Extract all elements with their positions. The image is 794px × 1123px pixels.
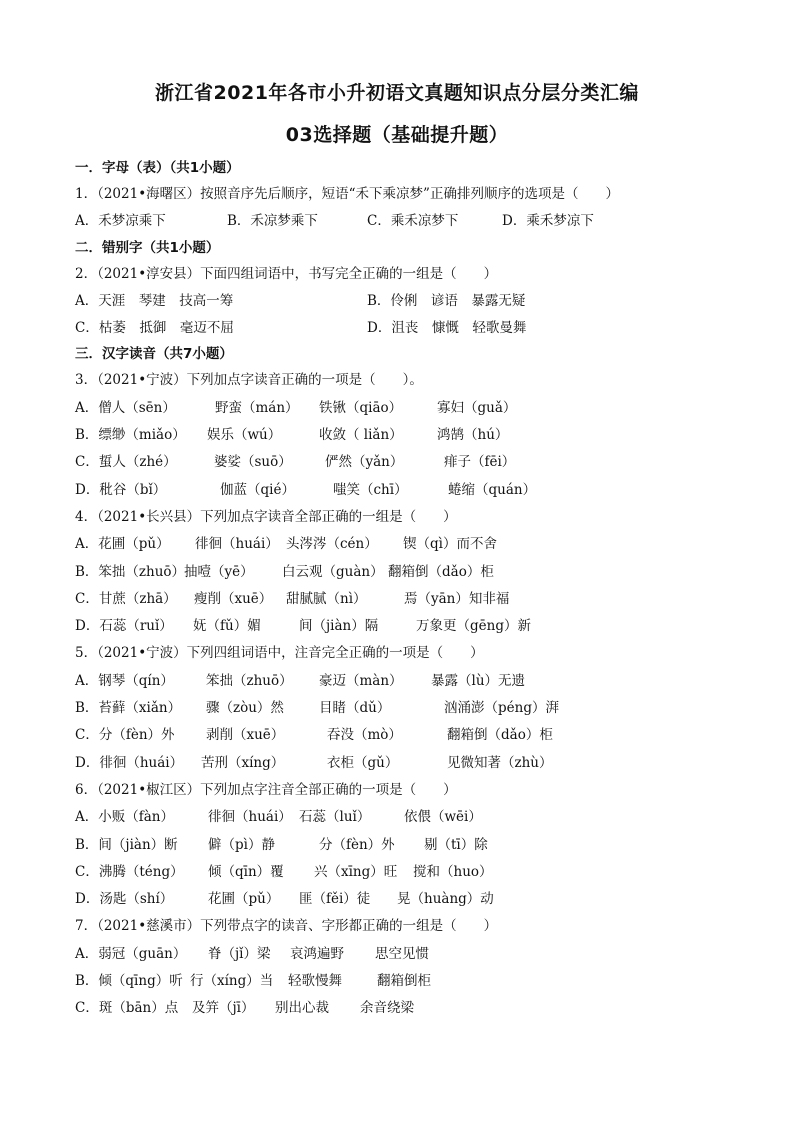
- option-part: 头涔涔（cén）: [286, 536, 378, 553]
- question-options: [75, 288, 725, 315]
- question-option-row: [75, 995, 725, 1022]
- option-part: B．笨拙（zhuō）: [75, 563, 186, 580]
- option-part: 轻歌慢舞: [288, 973, 342, 990]
- question-option-row: [75, 722, 725, 749]
- question-stem: 1．（2021•海曙区）按照音序先后顺序，短语“禾下乘凉梦”正确排列顺序的选项是（ ）: [75, 186, 619, 202]
- option-part: 别出心裁: [275, 1000, 329, 1017]
- option-part: 妩（fǔ）媚: [193, 618, 261, 635]
- option-a: A．天涯 琴建 技高一筹: [75, 292, 234, 309]
- question-option-row: [75, 859, 725, 886]
- option-part: 目睹（dǔ）: [319, 700, 391, 717]
- question-option-row: [75, 668, 725, 695]
- question-option-row: [75, 449, 725, 476]
- document-title: 浙江省2021年各市小升初语文真题知识点分层分类汇编: [155, 82, 639, 104]
- question-stem: 2．（2021•淳安县）下面四组词语中，书写完全正确的一组是（ ）: [75, 265, 498, 282]
- option-part: 收敛（ liǎn）: [319, 427, 403, 444]
- option-part: 抽噎（yē）: [184, 563, 254, 580]
- question-option-row: [75, 613, 725, 640]
- question-options: [75, 315, 725, 342]
- question-options: [75, 208, 725, 235]
- option-b: B．伶俐 谚语 暴露无疑: [367, 292, 526, 309]
- option-part: 婆娑（suō）: [214, 454, 292, 471]
- option-part: 骤（zòu）然: [206, 700, 284, 717]
- option-d: D．沮丧 慷慨 轻歌曼舞: [367, 320, 527, 337]
- question-option-row: [75, 695, 725, 722]
- option-part: 余音绕梁: [360, 1000, 414, 1017]
- option-part: 汹涌澎（péng）湃: [444, 700, 559, 717]
- question-option-row: [75, 559, 725, 586]
- option-part: D．汤匙（shí）: [75, 891, 174, 908]
- question-option-row: [75, 886, 725, 913]
- option-part: 衣柜（gǔ）: [327, 754, 399, 771]
- option-part: A．僧人（sēn）: [75, 399, 176, 416]
- option-part: C．分（fèn）外: [75, 727, 175, 744]
- question-option-row: [75, 750, 725, 777]
- option-part: 笨拙（zhuō）: [206, 672, 293, 689]
- option-part: 甜腻腻（nì）: [286, 590, 367, 607]
- question-stem: 3．（2021•宁波）下列加点字读音正确的一项是（ ）。: [75, 372, 423, 389]
- option-part: C．甘蔗（zhā）: [75, 590, 177, 607]
- option-part: 暴露（lù）无遗: [431, 672, 526, 689]
- section-heading: 三．汉字读音（共7小题）: [75, 346, 233, 363]
- option-part: 瘦削（xuē）: [194, 590, 273, 607]
- option-part: A．小贩（fàn）: [75, 809, 174, 826]
- question-option-row: [75, 531, 725, 558]
- option-part: D．徘徊（huái）: [75, 754, 184, 771]
- option-part: 鸿鹄（hú）: [437, 427, 509, 444]
- question-stem: 5．（2021•宁波）下列四组词语中，注音完全正确的一项是（ ）: [75, 645, 484, 662]
- option-part: 豪迈（màn）: [319, 672, 403, 689]
- option-part: B．苔藓（xiǎn）: [75, 700, 182, 717]
- option-part: 兴（xīng）旺: [314, 863, 398, 880]
- option-part: 铁锹（qiāo）: [319, 399, 403, 416]
- option-part: 搅和（huo）: [413, 863, 493, 880]
- option-part: 哀鸿遍野: [290, 945, 344, 962]
- option-part: 白云观（guàn）: [282, 563, 384, 580]
- option-part: 思空见惯: [375, 945, 429, 962]
- option-part: B．间（jiàn）断: [75, 836, 178, 853]
- question-option-row: [75, 804, 725, 831]
- option-part: 翻箱倒（dǎo）柜: [388, 563, 494, 580]
- option-part: C．蜇人（zhé）: [75, 454, 177, 471]
- option-part: 及笄（jī）: [192, 1000, 255, 1017]
- option-part: 石蕊（luǐ）: [299, 809, 371, 826]
- option-part: 分（fèn）外: [319, 836, 395, 853]
- option-part: A．弱冠（guān）: [75, 945, 187, 962]
- option-part: 晃（huàng）动: [397, 891, 494, 908]
- question-stem: 6．（2021•椒江区）下列加点字注音全部正确的一项是（ ）: [75, 781, 457, 798]
- question-option-row: [75, 395, 725, 422]
- option-part: 苦刑（xíng）: [201, 754, 285, 771]
- document-subtitle: 03选择题（基础提升题）: [285, 124, 509, 146]
- option-part: 野蛮（mán）: [215, 399, 299, 416]
- option-b: B．禾凉梦乘下: [227, 213, 318, 230]
- question-stem: 7．（2021•慈溪市）下列带点字的读音、字形都正确的一组是（ ）: [75, 918, 498, 935]
- option-part: 行（xíng）当: [190, 973, 274, 990]
- option-part: 僻（pì）静: [208, 836, 275, 853]
- option-part: D．石蕊（ruǐ）: [75, 618, 173, 635]
- option-part: 吞没（mò）: [327, 727, 402, 744]
- option-part: 寡妇（guǎ）: [437, 399, 517, 416]
- option-part: 依偎（wēi）: [404, 809, 482, 826]
- option-part: 蜷缩（quán）: [448, 481, 537, 498]
- option-part: C．斑（bān）点: [75, 1000, 179, 1017]
- question-option-row: [75, 968, 725, 995]
- option-part: A．花圃（pǔ）: [75, 536, 170, 553]
- option-part: D．秕谷（bǐ）: [75, 481, 167, 498]
- option-part: 伽蓝（qié）: [220, 481, 295, 498]
- question-stem: 4．（2021•长兴县）下列加点字读音全部正确的一组是（ ）: [75, 508, 457, 525]
- option-part: 娱乐（wú）: [207, 427, 282, 444]
- question-option-row: [75, 941, 725, 968]
- option-part: B．缥缈（miǎo）: [75, 427, 186, 444]
- option-part: A．钢琴（qín）: [75, 672, 174, 689]
- option-part: B．倾（qīng）听: [75, 973, 183, 990]
- option-part: 徘徊（huái）: [195, 536, 279, 553]
- option-part: 万象更（gēng）新: [416, 618, 531, 635]
- option-part: 剔（tī）除: [424, 836, 488, 853]
- option-part: C．沸腾（téng）: [75, 863, 184, 880]
- option-part: 脊（jǐ）梁: [208, 945, 271, 962]
- option-part: 锲（qì）而不舍: [403, 536, 497, 553]
- option-a: A．禾梦凉乘下: [75, 213, 166, 230]
- option-c: C．枯萎 抵御 毫迈不屈: [75, 320, 234, 337]
- option-c: C．乘禾凉梦下: [367, 213, 459, 230]
- question-option-row: [75, 422, 725, 449]
- option-part: 徘徊（huái）: [208, 809, 292, 826]
- option-part: 俨然（yǎn）: [325, 454, 404, 471]
- option-part: 花圃（pǔ）: [208, 891, 280, 908]
- question-content: [75, 156, 725, 1023]
- question-option-row: [75, 832, 725, 859]
- option-d: D．乘禾梦凉下: [502, 213, 594, 230]
- option-part: 嗤笑（chī）: [333, 481, 408, 498]
- section-heading: 二．错别字（共1小题）: [75, 239, 220, 256]
- section-heading: 一．字母（表）（共1小题）: [75, 160, 240, 176]
- option-part: 翻箱倒柜: [377, 973, 431, 990]
- option-part: 剥削（xuē）: [206, 727, 285, 744]
- option-part: 间（jiàn）隔: [299, 618, 379, 635]
- option-part: 翻箱倒（dǎo）柜: [447, 727, 553, 744]
- option-part: 倾（qīn）覆: [208, 863, 284, 880]
- option-part: 匪（fěi）徒: [299, 891, 371, 908]
- option-part: 焉（yān）知非福: [404, 590, 510, 607]
- question-option-row: [75, 477, 725, 504]
- question-option-row: [75, 586, 725, 613]
- option-part: 见微知著（zhù）: [447, 754, 553, 771]
- option-part: 痱子（fēi）: [444, 454, 516, 471]
